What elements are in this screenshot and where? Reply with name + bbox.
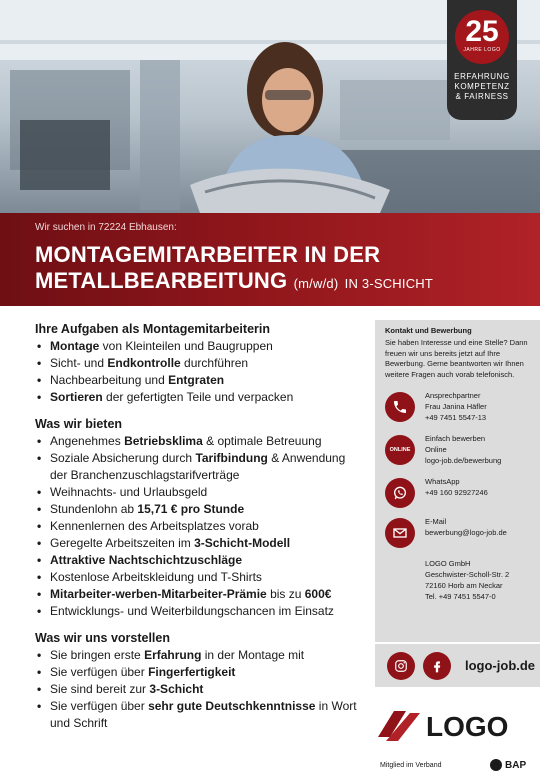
online-sub: Online bbox=[425, 445, 447, 454]
tasks-list bbox=[35, 338, 365, 406]
person-name: Frau Janina Häfler bbox=[425, 402, 487, 411]
list-item-text: bis zu bbox=[266, 587, 305, 601]
list-item bbox=[35, 552, 365, 569]
list-item-text: Angenehmes bbox=[50, 434, 125, 448]
list-item-emphasis: sehr gute Deutschkenntnisse bbox=[148, 699, 316, 713]
list-item bbox=[35, 586, 365, 603]
bap-text: BAP bbox=[505, 759, 527, 771]
list-item-emphasis: 600€ bbox=[304, 587, 332, 601]
facebook-icon[interactable] bbox=[423, 652, 451, 680]
list-item-text: von Kleinteilen und Baugruppen bbox=[99, 339, 273, 353]
badge-line-2: KOMPETENZ bbox=[454, 82, 510, 91]
job-title-main: METALLBEARBEITUNG bbox=[35, 268, 288, 293]
list-item-text: Sie verfügen über bbox=[50, 699, 149, 713]
email-label: E-Mail bbox=[425, 517, 447, 526]
list-item bbox=[35, 647, 365, 664]
list-item-text: Kennenlernen des Arbeitsplatzes vorab bbox=[50, 519, 259, 533]
profile-heading: Was wir uns vorstellen bbox=[35, 631, 170, 645]
logo-text: LOGO bbox=[426, 711, 509, 742]
list-item bbox=[35, 518, 365, 535]
job-details bbox=[35, 321, 365, 732]
bap-logo bbox=[490, 759, 526, 771]
list-item-text: in der Montage mit bbox=[201, 648, 305, 662]
list-item bbox=[35, 681, 365, 698]
person-phone[interactable]: +49 7451 5547-13 bbox=[425, 413, 487, 422]
website-link[interactable]: logo-job.de bbox=[465, 658, 536, 673]
list-item bbox=[35, 389, 365, 406]
list-item-emphasis: Fingerfertigkeit bbox=[148, 665, 236, 679]
list-item bbox=[35, 372, 365, 389]
company-city: 72160 Horb am Neckar bbox=[425, 581, 503, 590]
contact-online bbox=[385, 433, 530, 466]
person-label: Ansprechpartner bbox=[425, 391, 481, 400]
phone-icon bbox=[385, 392, 415, 422]
whatsapp-number[interactable]: +49 160 92927246 bbox=[425, 488, 488, 497]
list-item bbox=[35, 603, 365, 620]
contact-heading: Kontakt und Bewerbung bbox=[385, 326, 472, 335]
online-url[interactable]: logo-job.de/bewerbung bbox=[425, 456, 502, 465]
company-name: LOGO GmbH bbox=[425, 559, 471, 568]
list-item-emphasis: Erfahrung bbox=[144, 648, 202, 662]
tasks-heading: Ihre Aufgaben als Montagemitarbeiterin bbox=[35, 322, 270, 336]
contact-panel bbox=[375, 320, 540, 642]
offer-heading: Was wir bieten bbox=[35, 417, 123, 431]
list-item-emphasis: Attraktive Nachtschichtzuschläge bbox=[50, 553, 243, 567]
list-item bbox=[35, 338, 365, 355]
tasks-section bbox=[35, 321, 365, 406]
company-street: Geschwister-Scholl-Str. 2 bbox=[425, 570, 510, 579]
list-item bbox=[35, 535, 365, 552]
list-item-text: & optimale Betreuung bbox=[202, 434, 322, 448]
anniversary-badge bbox=[447, 0, 517, 120]
title-band bbox=[0, 213, 540, 306]
list-item-text: Geregelte Arbeitszeiten im bbox=[50, 536, 195, 550]
contact-email bbox=[385, 516, 530, 546]
badge-sub: JAHRE LOGO bbox=[463, 47, 501, 53]
profile-section bbox=[35, 630, 365, 732]
list-item-text: der gefertigten Teile und verpacken bbox=[102, 390, 294, 404]
list-item-emphasis: 3-Schicht bbox=[149, 682, 204, 696]
profile-list bbox=[35, 647, 365, 732]
list-item-text: Nachbearbeitung und bbox=[50, 373, 169, 387]
online-icon-text: ONLINE bbox=[389, 447, 411, 453]
email-address[interactable]: bewerbung@logo-job.de bbox=[425, 528, 507, 537]
social-bar bbox=[375, 644, 540, 687]
company-address bbox=[385, 558, 530, 602]
job-title-line2 bbox=[35, 268, 433, 294]
list-item-emphasis: Tarifbindung bbox=[195, 451, 268, 465]
job-title-line1: MONTAGEMITARBEITER IN DER bbox=[35, 242, 381, 267]
job-title-shift: IN 3-SCHICHT bbox=[344, 276, 434, 291]
list-item-text: Sie bringen erste bbox=[50, 648, 145, 662]
list-item-emphasis: Endkontrolle bbox=[107, 356, 181, 370]
bap-mark-icon bbox=[490, 759, 502, 771]
whatsapp-icon bbox=[385, 478, 415, 508]
badge-line-1: ERFAHRUNG bbox=[454, 72, 510, 81]
list-item-text: Sie sind bereit zur bbox=[50, 682, 150, 696]
list-item-text: durchführen bbox=[180, 356, 249, 370]
company-logo bbox=[376, 705, 531, 745]
list-item bbox=[35, 664, 365, 681]
contact-text: Sie haben Interesse und eine Stelle? Dann freuen wir uns bereits jetzt auf Ihre Bewerbung. Gerne beantworten wir Ihnen weitere Fragen auch vorab telefonisch. bbox=[385, 338, 528, 379]
mail-icon bbox=[385, 518, 415, 548]
list-item-text: Soziale Absicherung durch bbox=[50, 451, 196, 465]
list-item-emphasis: Mitarbeiter-werben-Mitarbeiter-Prämie bbox=[50, 587, 267, 601]
job-title-gender: (m/w/d) bbox=[293, 276, 339, 291]
anniversary-seal bbox=[455, 10, 509, 64]
list-item bbox=[35, 569, 365, 586]
list-item bbox=[35, 433, 365, 450]
list-item-emphasis: 15,71 € pro Stunde bbox=[137, 502, 245, 516]
list-item-text: in Wort und Schrift bbox=[50, 699, 357, 730]
list-item-text: Sicht- und bbox=[50, 356, 108, 370]
list-item bbox=[35, 355, 365, 372]
list-item bbox=[35, 484, 365, 501]
list-item-emphasis: Sortieren bbox=[50, 390, 103, 404]
company-phone[interactable]: Tel. +49 7451 5547-0 bbox=[425, 592, 496, 601]
list-item-emphasis: Montage bbox=[50, 339, 100, 353]
contact-whatsapp bbox=[385, 476, 530, 506]
list-item-emphasis: Entgraten bbox=[168, 373, 225, 387]
list-item-text: Sie verfügen über bbox=[50, 665, 149, 679]
instagram-icon[interactable] bbox=[387, 652, 415, 680]
list-item-emphasis: 3-Schicht-Modell bbox=[194, 536, 291, 550]
list-item-text: Entwicklungs- und Weiterbildungschancen im Einsatz bbox=[50, 604, 334, 618]
hero-photo bbox=[0, 0, 540, 213]
list-item-text: Stundenlohn ab bbox=[50, 502, 138, 516]
online-label: Einfach bewerben bbox=[425, 434, 486, 443]
list-item bbox=[35, 698, 365, 732]
whatsapp-label: WhatsApp bbox=[425, 477, 460, 486]
list-item-text: Kostenlose Arbeitskleidung und T-Shirts bbox=[50, 570, 262, 584]
badge-line-3: & FAIRNESS bbox=[455, 92, 509, 101]
list-item bbox=[35, 501, 365, 518]
list-item-text: & Anwendung der Branchenzuschlagstarifverträge bbox=[50, 451, 346, 482]
list-item-text: Weihnachts- und Urlaubsgeld bbox=[50, 485, 208, 499]
list-item bbox=[35, 450, 365, 484]
badge-number: 25 bbox=[465, 15, 499, 48]
intro-text: Wir suchen in 72224 Ebhausen: bbox=[35, 222, 177, 233]
online-icon bbox=[385, 435, 415, 465]
member-label: Mitglied im Verband bbox=[380, 762, 442, 769]
contact-person bbox=[385, 390, 530, 423]
offer-section bbox=[35, 416, 365, 620]
list-item-emphasis: Betriebsklima bbox=[124, 434, 203, 448]
offer-list bbox=[35, 433, 365, 620]
